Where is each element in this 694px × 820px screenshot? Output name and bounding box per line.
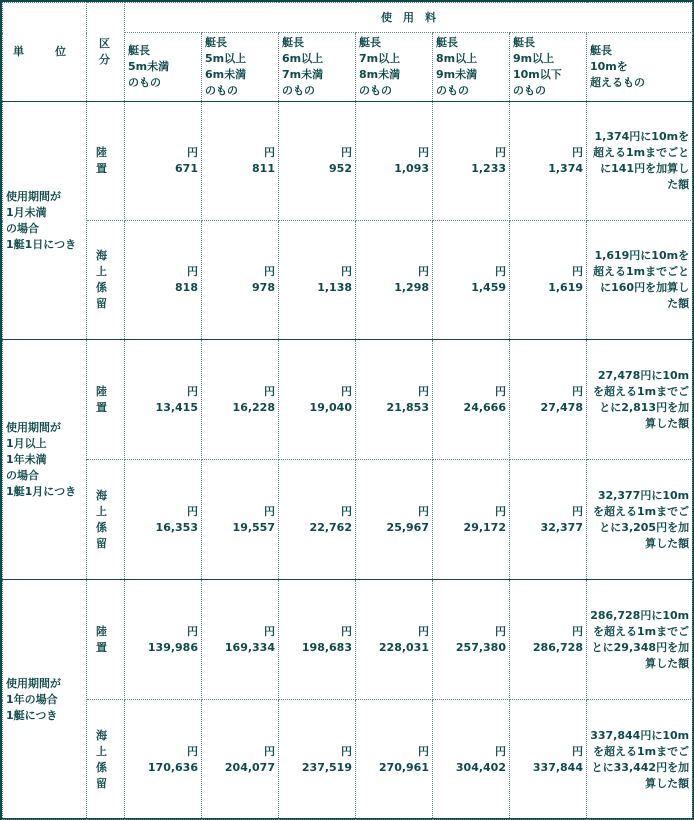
over-10m-rule: 337,844円に10mを超える1mまでごとに33,442円を加算した額	[587, 700, 693, 820]
price-value: 270,961	[378, 760, 429, 774]
price-value: 1,093	[394, 162, 429, 175]
yen-label: 円	[572, 504, 583, 518]
price-cell	[433, 700, 510, 820]
price-value: 169,334	[224, 640, 275, 654]
price-cell	[279, 700, 356, 820]
header-length-under-5m: 艇長 5m未満 のもの	[125, 33, 202, 102]
yen-label: 円	[495, 146, 506, 159]
price-cell	[202, 700, 279, 820]
price-value: 286,728	[532, 640, 583, 654]
yen-label: 円	[418, 504, 429, 518]
table-row	[3, 700, 693, 820]
table-row	[3, 102, 693, 221]
yen-label: 円	[264, 624, 275, 638]
price-value: 19,557	[232, 520, 275, 534]
price-cell	[356, 580, 433, 700]
price-value: 952	[329, 162, 352, 175]
price-cell	[202, 340, 279, 460]
price-cell	[279, 340, 356, 460]
price-value: 1,233	[471, 162, 506, 175]
price-cell	[125, 700, 202, 820]
yen-label: 円	[418, 384, 429, 398]
over-10m-rule: 32,377円に10mを超える1mまでごとに3,205円を加算した額	[587, 460, 693, 580]
price-cell	[510, 580, 587, 700]
price-value: 1,459	[471, 281, 506, 294]
price-cell	[279, 460, 356, 580]
price-value: 19,040	[309, 400, 352, 414]
over-10m-rule: 1,374円に10mを超える1mまでごとに141円を加算した額	[587, 102, 693, 221]
price-value: 22,762	[309, 520, 352, 534]
category-cell: 海上 係留	[87, 221, 125, 340]
price-value: 198,683	[301, 640, 352, 654]
price-value: 1,138	[317, 281, 352, 294]
yen-label: 円	[341, 384, 352, 398]
boat-storage-fee-table	[2, 2, 693, 820]
header-length-over-10m: 艇長 10mを 超えるもの	[587, 33, 693, 102]
category-cell: 海上 係留	[87, 460, 125, 580]
yen-label: 円	[418, 265, 429, 278]
price-cell	[433, 580, 510, 700]
table-row	[3, 460, 693, 580]
price-value: 228,031	[378, 640, 429, 654]
price-cell	[125, 580, 202, 700]
price-value: 818	[175, 281, 198, 294]
price-value: 24,666	[463, 400, 506, 414]
category-cell: 海上 係留	[87, 700, 125, 820]
yen-label: 円	[495, 744, 506, 758]
price-cell	[125, 460, 202, 580]
price-cell	[356, 221, 433, 340]
yen-label: 円	[187, 146, 198, 159]
price-cell	[279, 221, 356, 340]
category-cell: 陸置	[87, 102, 125, 221]
price-value: 13,415	[155, 400, 198, 414]
price-value: 16,353	[155, 520, 198, 534]
price-cell	[433, 221, 510, 340]
price-value: 16,228	[232, 400, 275, 414]
price-cell	[433, 460, 510, 580]
yen-label: 円	[495, 265, 506, 278]
price-cell	[356, 700, 433, 820]
over-10m-rule: 1,619円に10mを超える1mまでごとに160円を加算した額	[587, 221, 693, 340]
yen-label: 円	[341, 146, 352, 159]
yen-label: 円	[418, 624, 429, 638]
price-value: 32,377	[540, 520, 583, 534]
price-cell	[202, 221, 279, 340]
price-value: 170,636	[147, 760, 198, 774]
header-unit: 単 位	[3, 3, 87, 102]
yen-label: 円	[572, 146, 583, 159]
yen-label: 円	[187, 744, 198, 758]
over-10m-rule: 286,728円に10mを超える1mまでごとに29,348円を加算した額	[587, 580, 693, 700]
category-cell: 陸置	[87, 580, 125, 700]
header-length-6m-7m: 艇長 6m以上 7m未満 のもの	[279, 33, 356, 102]
header-category: 区 分	[87, 3, 125, 102]
yen-label: 円	[264, 265, 275, 278]
price-cell	[433, 340, 510, 460]
price-cell	[356, 102, 433, 221]
price-cell	[433, 102, 510, 221]
price-value: 304,402	[455, 760, 506, 774]
yen-label: 円	[264, 504, 275, 518]
yen-label: 円	[495, 504, 506, 518]
price-cell	[279, 102, 356, 221]
price-value: 978	[252, 281, 275, 294]
header-length-9m-10m: 艇長 9m以上 10m以下 のもの	[510, 33, 587, 102]
unit-cell: 使用期間が 1年の場合 1艇につき	[3, 580, 87, 820]
yen-label: 円	[264, 146, 275, 159]
yen-label: 円	[495, 384, 506, 398]
price-cell	[202, 580, 279, 700]
table-row	[3, 340, 693, 460]
yen-label: 円	[187, 624, 198, 638]
header-fee: 使 用 料	[125, 3, 693, 33]
price-value: 257,380	[455, 640, 506, 654]
yen-label: 円	[572, 265, 583, 278]
header-length-8m-9m: 艇長 8m以上 9m未満 のもの	[433, 33, 510, 102]
price-value: 139,986	[147, 640, 198, 654]
price-value: 21,853	[386, 400, 429, 414]
price-cell	[125, 340, 202, 460]
price-value: 237,519	[301, 760, 352, 774]
yen-label: 円	[341, 265, 352, 278]
category-cell: 陸置	[87, 340, 125, 460]
price-cell	[510, 700, 587, 820]
table-row	[3, 221, 693, 340]
price-cell	[510, 340, 587, 460]
yen-label: 円	[187, 504, 198, 518]
yen-label: 円	[572, 744, 583, 758]
yen-label: 円	[418, 744, 429, 758]
table-row	[3, 580, 693, 700]
price-cell	[510, 221, 587, 340]
price-value: 29,172	[463, 520, 506, 534]
yen-label: 円	[264, 744, 275, 758]
header-length-7m-8m: 艇長 7m以上 8m未満 のもの	[356, 33, 433, 102]
price-cell	[356, 460, 433, 580]
price-value: 25,967	[386, 520, 429, 534]
price-value: 204,077	[224, 760, 275, 774]
price-value: 811	[252, 162, 275, 175]
yen-label: 円	[418, 146, 429, 159]
header-length-5m-6m: 艇長 5m以上 6m未満 のもの	[202, 33, 279, 102]
price-value: 27,478	[540, 400, 583, 414]
yen-label: 円	[495, 624, 506, 638]
price-value: 1,298	[394, 281, 429, 294]
price-value: 1,619	[548, 281, 583, 294]
price-value: 1,374	[548, 162, 583, 175]
price-cell	[279, 580, 356, 700]
price-value: 337,844	[532, 760, 583, 774]
price-cell	[125, 221, 202, 340]
price-cell	[202, 460, 279, 580]
price-value: 671	[175, 162, 198, 175]
yen-label: 円	[264, 384, 275, 398]
yen-label: 円	[341, 504, 352, 518]
price-cell	[202, 102, 279, 221]
yen-label: 円	[572, 384, 583, 398]
price-cell	[125, 102, 202, 221]
price-cell	[356, 340, 433, 460]
unit-cell: 使用期間が 1月以上 1年未満 の場合 1艇1月につき	[3, 340, 87, 580]
yen-label: 円	[187, 265, 198, 278]
over-10m-rule: 27,478円に10mを超える1mまでごとに2,813円を加算した額	[587, 340, 693, 460]
yen-label: 円	[341, 624, 352, 638]
yen-label: 円	[572, 624, 583, 638]
price-cell	[510, 460, 587, 580]
price-cell	[510, 102, 587, 221]
unit-cell: 使用期間が 1月未満 の場合 1艇1日につき	[3, 102, 87, 340]
yen-label: 円	[187, 384, 198, 398]
yen-label: 円	[341, 744, 352, 758]
